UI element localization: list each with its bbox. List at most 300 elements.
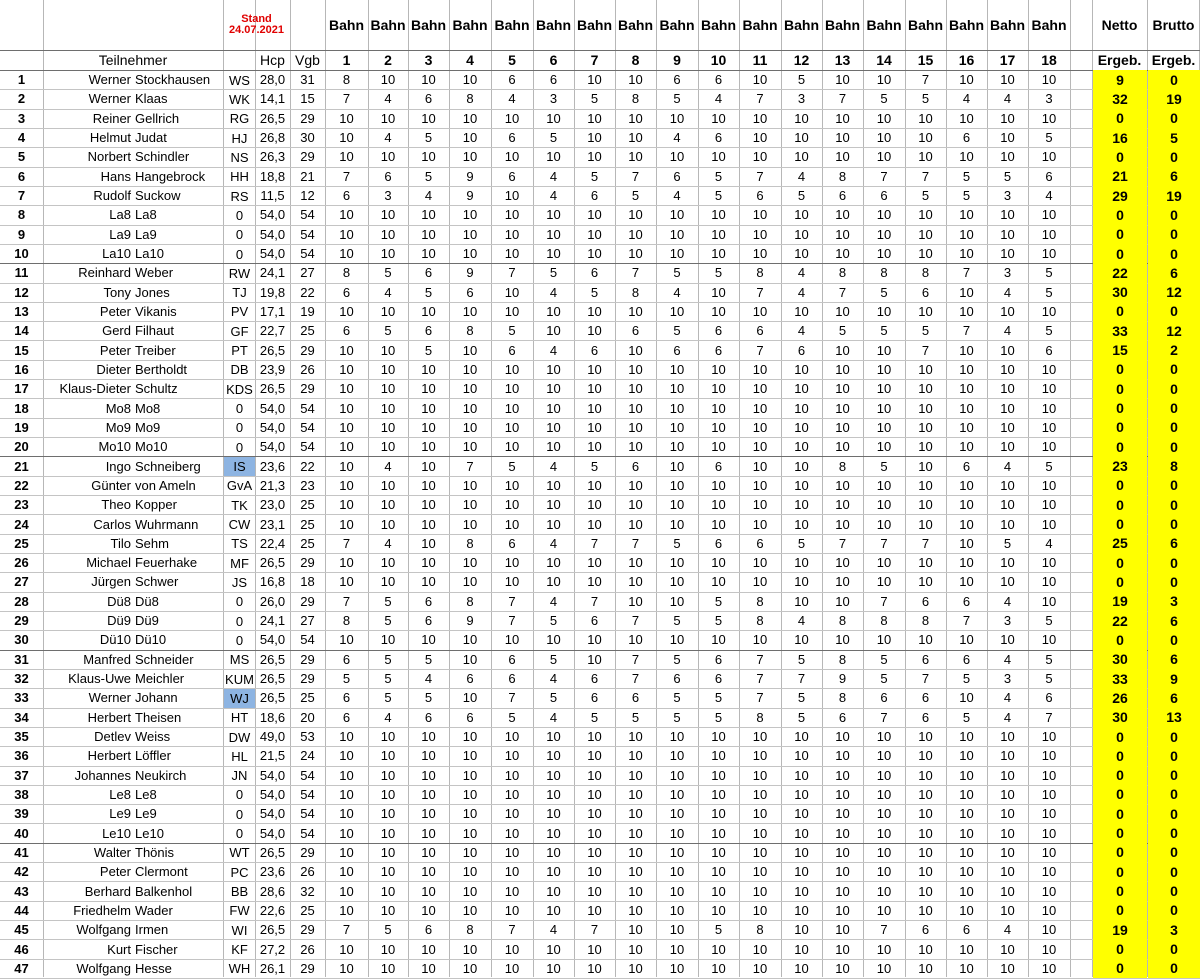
hole-score: 7	[342, 91, 351, 107]
hole-score: 10	[339, 632, 354, 648]
hole-score: 4	[714, 91, 723, 107]
handicap-value: 22,7	[259, 323, 286, 339]
hole-score: 5	[797, 690, 806, 706]
hole-score: 10	[546, 825, 561, 841]
hole-score: 10	[462, 960, 478, 976]
hole-score: 10	[628, 593, 643, 609]
hole-score: 10	[504, 902, 520, 918]
hole-score: 6	[1045, 690, 1053, 706]
hole-score: 10	[504, 555, 520, 571]
brutto-result: 0	[1148, 360, 1200, 379]
hole-score: 10	[1000, 361, 1015, 377]
hole-score: 10	[876, 439, 892, 455]
hole-score: 5	[714, 922, 723, 938]
hole-score: 9	[466, 168, 474, 184]
hole-score: 10	[504, 207, 520, 223]
hole-score: 10	[421, 864, 436, 880]
row-number: 3	[17, 110, 26, 126]
teilnehmer-header: Teilnehmer	[98, 52, 168, 68]
participant-code: 0	[235, 826, 244, 842]
participant-last-name: Schindler	[135, 149, 190, 165]
participant-code: TS	[231, 536, 248, 552]
participant-last-name: Balkenhol	[135, 883, 193, 899]
hole-score: 10	[462, 864, 478, 880]
participant-code: 0	[235, 439, 244, 455]
participant-first-name: Ingo	[105, 458, 131, 474]
participant-last-name: Le8	[135, 786, 157, 802]
hole-score: 10	[380, 864, 396, 880]
handicap-value: 22,4	[259, 535, 286, 551]
hole-score: 7	[1045, 709, 1053, 725]
hole-score: 6	[631, 323, 640, 339]
hole-score: 10	[959, 690, 974, 706]
vorgabe-value: 54	[300, 400, 315, 416]
participant-last-name: Schultz	[135, 381, 178, 397]
hole-score: 10	[835, 381, 850, 397]
hole-score: 10	[339, 130, 354, 146]
hole-score: 5	[384, 671, 392, 687]
participant-code: 0	[235, 227, 244, 243]
participant-first-name: Dü9	[107, 613, 131, 629]
hole-score: 8	[342, 613, 351, 629]
hole-score: 10	[380, 72, 396, 88]
hole-score: 4	[797, 613, 806, 629]
hole-score: 10	[339, 786, 354, 802]
hole-score: 7	[880, 922, 888, 938]
hole-score: 10	[876, 883, 892, 899]
hole-score: 4	[1003, 690, 1012, 706]
participant-code: RS	[230, 188, 249, 204]
hole-score: 10	[504, 864, 520, 880]
row-number: 22	[14, 477, 29, 493]
hole-score: 10	[959, 883, 974, 899]
hole-score: 10	[462, 941, 478, 957]
netto-result: 26	[1093, 688, 1147, 707]
hole-score: 10	[1000, 516, 1015, 532]
participant-first-name: Klaus-Dieter	[59, 381, 131, 397]
hole-score: 10	[462, 844, 478, 860]
hole-score: 10	[504, 419, 520, 435]
hole-score: 10	[1000, 729, 1015, 745]
hole-score: 10	[1041, 729, 1057, 745]
hole-score: 10	[918, 806, 933, 822]
hole-number-10: 10	[710, 52, 727, 68]
hole-score: 10	[835, 883, 850, 899]
hole-score: 10	[1041, 555, 1057, 571]
hole-score: 10	[835, 361, 850, 377]
vorgabe-value: 29	[300, 555, 315, 571]
hole-score: 10	[669, 516, 685, 532]
hole-score: 10	[380, 246, 396, 262]
brutto-result: 13	[1148, 708, 1200, 727]
hole-score: 6	[424, 265, 433, 281]
hole-score: 10	[1000, 786, 1015, 802]
hole-score: 10	[1000, 844, 1015, 860]
hole-score: 10	[669, 767, 685, 783]
hole-score: 10	[504, 767, 520, 783]
hole-score: 7	[756, 91, 764, 107]
hole-score: 10	[669, 883, 685, 899]
participant-first-name: Rudolf	[93, 188, 131, 204]
hole-score: 10	[546, 864, 561, 880]
hole-score: 10	[835, 902, 850, 918]
participant-first-name: Dieter	[96, 361, 131, 377]
hole-score: 10	[628, 516, 643, 532]
hole-score: 10	[546, 149, 561, 165]
hole-score: 5	[673, 613, 681, 629]
hole-score: 8	[631, 284, 640, 300]
hole-score: 10	[546, 729, 561, 745]
hole-score: 10	[1041, 806, 1057, 822]
hole-score: 10	[918, 786, 933, 802]
hole-score: 6	[590, 342, 599, 358]
hole-score: 10	[876, 902, 892, 918]
brutto-result: 0	[1148, 572, 1200, 591]
hole-score: 7	[838, 91, 847, 107]
hole-score: 6	[921, 593, 930, 609]
hole-score: 10	[1000, 110, 1015, 126]
participant-code: RG	[229, 111, 250, 127]
netto-result: 0	[1093, 398, 1147, 417]
hole-score: 5	[424, 342, 433, 358]
brutto-result: 0	[1148, 495, 1200, 514]
participant-code: WH	[228, 961, 251, 977]
hole-score: 10	[959, 497, 974, 513]
hole-score: 10	[918, 381, 933, 397]
brutto-result: 0	[1148, 959, 1200, 978]
hole-score: 7	[962, 323, 971, 339]
brutto-result: 0	[1148, 862, 1200, 881]
participant-code: FW	[229, 903, 250, 919]
hole-score: 10	[711, 477, 726, 493]
vorgabe-value: 18	[300, 574, 315, 590]
hole-score: 10	[918, 149, 933, 165]
brutto-result: 12	[1148, 321, 1200, 340]
netto-result: 0	[1093, 379, 1147, 398]
participant-first-name: Carlos	[93, 516, 131, 532]
vorgabe-value: 29	[300, 149, 315, 165]
hole-score: 5	[880, 671, 888, 687]
hole-score: 10	[959, 574, 974, 590]
hole-score: 5	[424, 284, 433, 300]
participant-first-name: Herbert	[87, 748, 131, 764]
participant-first-name: Mo8	[105, 400, 131, 416]
netto-result: 0	[1093, 901, 1147, 920]
hole-score: 10	[421, 400, 436, 416]
hole-score: 10	[587, 497, 602, 513]
vorgabe-value: 26	[300, 864, 315, 880]
hole-score: 6	[962, 593, 971, 609]
hole-score: 6	[714, 671, 723, 687]
hole-score: 10	[669, 593, 685, 609]
hole-score: 5	[880, 458, 888, 474]
hole-score: 10	[462, 574, 478, 590]
handicap-value: 21,5	[259, 748, 286, 764]
handicap-value: 26,5	[259, 110, 286, 126]
hole-score: 10	[1000, 555, 1015, 571]
participant-first-name: Berhard	[84, 883, 131, 899]
hole-score: 5	[921, 188, 930, 204]
hole-score: 10	[752, 574, 768, 590]
hole-score: 6	[838, 188, 847, 204]
hole-number-4: 4	[466, 52, 474, 68]
hole-score: 10	[421, 516, 436, 532]
hole-score: 10	[794, 516, 809, 532]
hole-score: 10	[918, 632, 933, 648]
participant-first-name: Reinhard	[78, 265, 131, 281]
row-number: 46	[14, 941, 29, 957]
participant-code: PV	[230, 304, 249, 320]
hole-score: 8	[466, 535, 474, 551]
hole-score: 5	[962, 168, 971, 184]
hole-score: 6	[714, 651, 723, 667]
hole-score: 7	[342, 922, 351, 938]
hole-score: 10	[752, 632, 768, 648]
hole-score: 7	[756, 651, 764, 667]
hole-score: 10	[835, 593, 850, 609]
hole-score: 10	[918, 555, 933, 571]
hole-score: 6	[756, 535, 764, 551]
hole-score: 10	[794, 786, 809, 802]
hole-score: 10	[546, 844, 561, 860]
hole-score: 10	[546, 748, 561, 764]
hole-score: 10	[794, 130, 809, 146]
hole-score: 10	[587, 864, 602, 880]
hole-score: 10	[587, 748, 602, 764]
hole-score: 10	[794, 497, 809, 513]
row-number: 37	[14, 767, 29, 783]
participant-first-name: Wolfgang	[76, 922, 131, 938]
hole-score: 10	[959, 941, 974, 957]
hole-score: 10	[711, 497, 726, 513]
row-number: 38	[14, 786, 29, 802]
handicap-value: 26,5	[259, 651, 286, 667]
vorgabe-value: 31	[300, 72, 315, 88]
hole-score: 5	[424, 168, 433, 184]
hole-score: 10	[918, 825, 933, 841]
brutto-result: 12	[1148, 283, 1200, 302]
brutto-result: 3	[1148, 920, 1200, 939]
hole-score: 10	[711, 729, 726, 745]
hole-score: 10	[752, 130, 768, 146]
hole-score: 8	[342, 265, 351, 281]
hole-score: 10	[1000, 72, 1015, 88]
hole-score: 10	[959, 72, 974, 88]
hole-score: 10	[752, 477, 768, 493]
hole-score: 4	[962, 91, 971, 107]
hole-score: 10	[421, 361, 436, 377]
hole-score: 6	[673, 168, 681, 184]
hole-score: 5	[1003, 535, 1012, 551]
hole-score: 7	[631, 671, 640, 687]
hole-score: 10	[380, 516, 396, 532]
hole-score: 10	[339, 361, 354, 377]
participant-code: PC	[230, 864, 249, 880]
participant-first-name: Wolfgang	[76, 960, 131, 976]
participant-last-name: Schwer	[135, 574, 179, 590]
hole-score: 10	[711, 748, 726, 764]
hole-score: 6	[590, 690, 599, 706]
hole-score: 8	[756, 709, 764, 725]
hole-score: 10	[380, 477, 396, 493]
hole-score: 10	[835, 767, 850, 783]
hole-score: 10	[752, 303, 768, 319]
hole-score: 10	[794, 844, 809, 860]
hole-score: 10	[504, 806, 520, 822]
hole-score: 10	[628, 864, 643, 880]
hole-score: 10	[1041, 246, 1057, 262]
hole-score: 10	[587, 130, 602, 146]
hole-score: 4	[1003, 651, 1012, 667]
participant-first-name: Peter	[99, 303, 131, 319]
hole-score: 10	[752, 361, 768, 377]
hole-score: 10	[339, 748, 354, 764]
bahn-header-7: Bahn	[577, 17, 612, 33]
hole-score: 5	[631, 188, 640, 204]
brutto-result: 0	[1148, 766, 1200, 785]
hole-score: 10	[959, 748, 974, 764]
hole-number-3: 3	[424, 52, 433, 68]
hole-score: 10	[380, 883, 396, 899]
hole-score: 7	[838, 284, 847, 300]
hole-score: 10	[587, 400, 602, 416]
hole-score: 10	[959, 284, 974, 300]
netto-result: 0	[1093, 727, 1147, 746]
hole-score: 10	[711, 284, 726, 300]
hole-score: 5	[880, 651, 888, 667]
row-number: 43	[14, 883, 29, 899]
hole-score: 6	[508, 535, 516, 551]
hole-score: 10	[339, 226, 354, 242]
participant-code: HL	[231, 748, 248, 764]
hole-score: 3	[1045, 91, 1053, 107]
hole-score: 10	[504, 226, 520, 242]
hole-score: 10	[835, 864, 850, 880]
vorgabe-value: 25	[300, 535, 315, 551]
brutto-result: 0	[1148, 437, 1200, 456]
hole-score: 10	[628, 748, 643, 764]
hole-score: 10	[669, 574, 685, 590]
hole-score: 10	[339, 555, 354, 571]
netto-result: 0	[1093, 823, 1147, 842]
hole-score: 10	[876, 477, 892, 493]
hole-score: 10	[918, 130, 933, 146]
hole-score: 10	[876, 786, 892, 802]
participant-first-name: Manfred	[83, 651, 131, 667]
hole-score: 10	[628, 72, 643, 88]
hole-score: 5	[590, 168, 599, 184]
handicap-value: 26,5	[259, 555, 286, 571]
hole-score: 10	[628, 883, 643, 899]
hole-score: 10	[1041, 72, 1057, 88]
hole-score: 4	[549, 284, 558, 300]
hole-score: 10	[339, 806, 354, 822]
hole-score: 4	[797, 265, 806, 281]
hole-score: 10	[752, 207, 768, 223]
hole-score: 10	[421, 72, 436, 88]
row-number: 30	[14, 632, 29, 648]
hole-score: 10	[876, 149, 892, 165]
participant-code: 0	[235, 246, 244, 262]
hole-score: 10	[1041, 864, 1057, 880]
hole-score: 10	[918, 207, 933, 223]
hole-score: 10	[959, 729, 974, 745]
hole-score: 10	[959, 632, 974, 648]
hole-score: 8	[756, 265, 764, 281]
hole-number-16: 16	[958, 52, 975, 68]
hole-number-14: 14	[876, 52, 892, 68]
hole-score: 10	[628, 477, 643, 493]
hole-score: 5	[384, 613, 392, 629]
hole-score: 10	[669, 555, 685, 571]
participant-last-name: Kopper	[135, 497, 177, 513]
hole-score: 8	[921, 613, 930, 629]
hole-score: 10	[339, 902, 354, 918]
brutto-result: 19	[1148, 186, 1200, 205]
hole-score: 9	[466, 613, 474, 629]
bahn-header-16: Bahn	[949, 17, 984, 33]
netto-result: 32	[1093, 89, 1147, 108]
brutto-result: 0	[1148, 109, 1200, 128]
hole-score: 10	[462, 516, 478, 532]
hole-score: 10	[835, 729, 850, 745]
hole-score: 5	[590, 284, 599, 300]
hole-score: 6	[797, 342, 806, 358]
hole-score: 10	[752, 902, 768, 918]
hole-score: 4	[797, 323, 806, 339]
vorgabe-value: 21	[300, 168, 315, 184]
hole-score: 10	[587, 323, 602, 339]
netto-result: 22	[1093, 263, 1147, 282]
hole-score: 10	[587, 902, 602, 918]
row-number: 16	[14, 361, 29, 377]
hole-score: 10	[752, 806, 768, 822]
handicap-value: 26,5	[259, 342, 286, 358]
participant-last-name: Bertholdt	[135, 361, 188, 377]
netto-result: 0	[1093, 881, 1147, 900]
hole-score: 10	[380, 361, 396, 377]
hole-score: 7	[921, 168, 930, 184]
vorgabe-value: 54	[300, 207, 315, 223]
vorgabe-value: 29	[300, 651, 315, 667]
hole-score: 10	[794, 361, 809, 377]
hole-score: 10	[339, 458, 354, 474]
hole-score: 10	[504, 284, 520, 300]
hole-score: 10	[918, 226, 933, 242]
hole-score: 10	[752, 844, 768, 860]
hole-score: 10	[794, 922, 809, 938]
hole-score: 10	[380, 632, 396, 648]
handicap-value: 14,1	[259, 91, 286, 107]
row-number: 25	[14, 535, 29, 551]
hole-score: 10	[628, 786, 643, 802]
participant-last-name: Mo10	[135, 439, 168, 455]
bahn-header-14: Bahn	[866, 17, 902, 33]
hole-score: 4	[1003, 458, 1012, 474]
participant-last-name: Hesse	[135, 960, 172, 976]
hole-score: 6	[466, 284, 474, 300]
hole-score: 7	[962, 613, 971, 629]
hole-score: 10	[380, 825, 396, 841]
hole-score: 6	[880, 188, 888, 204]
hole-score: 10	[546, 555, 561, 571]
hole-score: 10	[918, 883, 933, 899]
participant-last-name: Vikanis	[135, 303, 177, 319]
hole-score: 10	[339, 246, 354, 262]
row-number: 10	[14, 246, 29, 262]
hole-score: 10	[959, 786, 974, 802]
hole-score: 7	[880, 593, 888, 609]
